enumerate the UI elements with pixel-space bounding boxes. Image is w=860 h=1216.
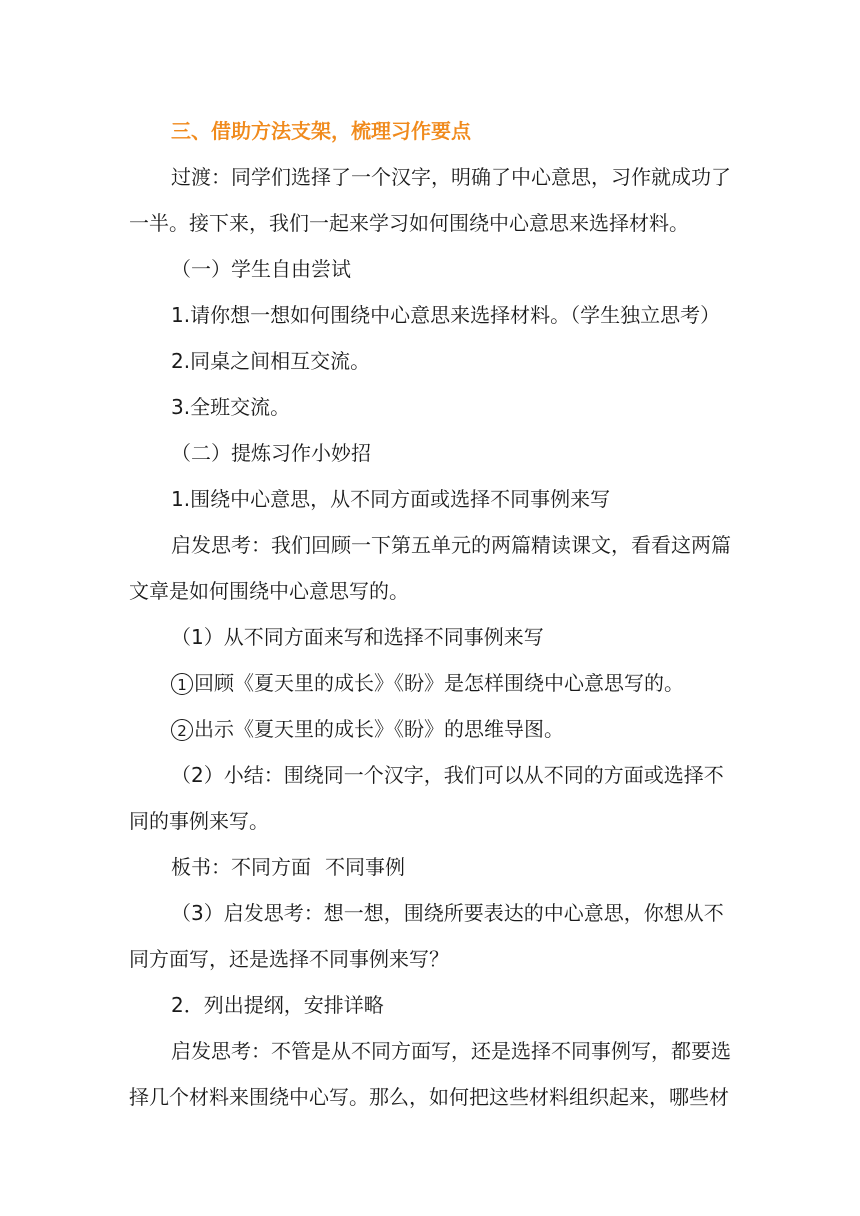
circled-number-2: 2 [171,719,193,741]
board-label: 板书：不同方面 [171,855,311,879]
part2-prompt2-line-2: 择几个材料来围绕中心写。那么，如何把这些材料组织起来，哪些材 [129,1085,729,1109]
part2-sub2-line-1: （2）小结：围绕同一个汉字，我们可以从不同的方面或选择不 [171,763,724,787]
transition-line-1: 过渡：同学们选择了一个汉字，明确了中心意思，习作就成功了 [171,165,731,189]
part2-item1-title: 1.围绕中心意思，从不同方面或选择不同事例来写 [171,487,611,511]
circled-item-1 [129,660,731,706]
part2-prompt1-line-1: 启发思考：我们回顾一下第五单元的两篇精读课文，看看这两篇 [171,533,731,557]
part2-sub3-line-2: 同方面写，还是选择不同事例来写？ [129,947,449,971]
part1-title: （一）学生自由尝试 [171,257,351,281]
document-body [129,108,731,1120]
part2-sub2-line-2: 同的事例来写。 [129,809,269,833]
part2-prompt2-line-1: 启发思考：不管是从不同方面写，还是选择不同事例写，都要选 [171,1039,731,1063]
part2-prompt1-line-2: 文章是如何围绕中心意思写的。 [129,579,409,603]
part2-sub3-line-1: （3）启发思考：想一想，围绕所要表达的中心意思，你想从不 [171,901,724,925]
board-notes [129,844,731,890]
part1-step-3: 3.全班交流。 [171,395,291,419]
part2-item2-title: 2．列出提纲，安排详略 [171,993,384,1017]
circled-number-1: 1 [171,673,193,695]
section-heading: 三、借助方法支架，梳理习作要点 [171,119,471,143]
part2-sub1-title: （1）从不同方面来写和选择不同事例来写 [171,625,544,649]
part2-title: （二）提炼习作小妙招 [171,441,371,465]
board-value: 不同事例 [325,855,405,879]
part1-step-2: 2.同桌之间相互交流。 [171,349,371,373]
transition-line-2: 一半。接下来，我们一起来学习如何围绕中心意思来选择材料。 [129,211,689,235]
circled-item-2 [129,706,731,752]
part1-step-1: 1.请你想一想如何围绕中心意思来选择材料。（学生独立思考） [171,303,721,327]
circled-item-2-text: 出示《夏天里的成长》《盼》的思维导图。 [194,717,564,741]
circled-item-1-text: 回顾《夏天里的成长》《盼》是怎样围绕中心意思写的。 [194,671,684,695]
